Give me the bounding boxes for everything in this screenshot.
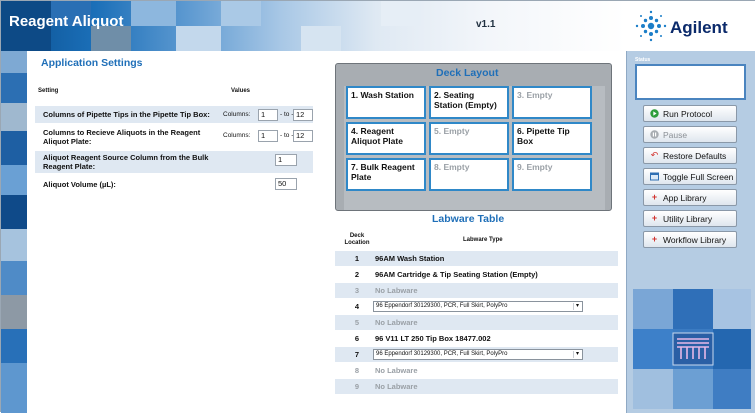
table-row [335, 331, 618, 346]
header-tile [381, 1, 421, 26]
pause-icon [650, 130, 659, 139]
button-label: Utility Library [663, 213, 713, 224]
app-library-button[interactable] [643, 189, 737, 206]
range-separator: - to - [280, 111, 294, 118]
row-labware: 96AM Wash Station [375, 254, 445, 263]
button-label: Toggle Full Screen [663, 171, 734, 182]
columns-prefix: Columns: [223, 132, 251, 139]
setting-row-aliquot-columns [35, 126, 313, 148]
labware-select-4[interactable] [373, 301, 583, 312]
agilent-spark-icon [633, 8, 669, 44]
row-location: 2 [354, 270, 360, 279]
deck-location-header: Deck Location [344, 233, 370, 246]
pipette-head-icon [671, 331, 715, 367]
deck-slot-3[interactable]: 3. Empty [512, 86, 592, 119]
row-labware: No Labware [375, 286, 418, 295]
range-separator: - to - [280, 132, 294, 139]
header-tile [176, 26, 221, 51]
setting-label: Columns to Recieve Aliquots in the Reagent Aliquot Plate: [43, 128, 201, 146]
left-decor-strip [1, 51, 27, 413]
fullscreen-icon [650, 172, 659, 181]
button-label: App Library [663, 192, 707, 203]
button-label: Run Protocol [663, 108, 713, 119]
control-panel [626, 51, 755, 413]
row-labware: No Labware [375, 382, 418, 391]
dropdown-arrow-icon[interactable]: ▾ [573, 351, 581, 358]
deck-slot-6[interactable]: 6. Pipette Tip Box [512, 122, 592, 155]
tip-columns-to-input[interactable]: 12 [293, 109, 313, 121]
logo-text: Agilent [670, 18, 728, 37]
setting-label: Columns of Pipette Tips in the Pipette Tip Box: [43, 110, 210, 119]
header-tile [221, 1, 261, 26]
button-label: Restore Defaults [663, 150, 727, 161]
status-display [635, 64, 746, 100]
row-labware: No Labware [375, 318, 418, 327]
deck-slot-5[interactable]: 5. Empty [429, 122, 509, 155]
deck-plate [344, 86, 605, 210]
title-bar [1, 1, 626, 51]
row-location: 5 [354, 318, 360, 327]
setting-row-aliquot-volume [35, 177, 313, 193]
setting-row-tip-columns [35, 106, 313, 123]
button-label: Workflow Library [663, 234, 727, 245]
deck-slot-9[interactable]: 9. Empty [512, 158, 592, 191]
values-column-header: Values [231, 88, 251, 94]
table-row [335, 347, 618, 362]
utility-library-button[interactable] [643, 210, 737, 227]
deck-slot-7[interactable]: 7. Bulk Reagent Plate [346, 158, 426, 191]
table-row [335, 363, 618, 378]
deck-slot-8[interactable]: 8. Empty [429, 158, 509, 191]
labware-select-7[interactable] [373, 349, 583, 360]
labware-type-header: Labware Type [463, 237, 503, 243]
row-location: 3 [354, 286, 360, 295]
deck-layout [335, 63, 612, 211]
source-column-input[interactable]: 1 [275, 154, 297, 166]
tip-columns-from-input[interactable]: 1 [258, 109, 278, 121]
setting-label: Aliquot Volume (µL): [43, 180, 116, 189]
row-labware: No Labware [375, 366, 418, 375]
table-row [335, 299, 618, 314]
table-row [335, 283, 618, 298]
row-location: 6 [354, 334, 360, 343]
run-protocol-button[interactable] [643, 105, 737, 122]
row-location: 7 [354, 350, 360, 359]
row-location: 8 [354, 366, 360, 375]
table-row [335, 315, 618, 330]
workflow-library-button[interactable] [643, 231, 737, 248]
table-row [335, 267, 618, 282]
application-settings-heading: Application Settings [41, 57, 143, 69]
button-label: Pause [663, 129, 688, 140]
deck-slot-1[interactable]: 1. Wash Station [346, 86, 426, 119]
deck-slot-2[interactable]: 2. Seating Station (Empty) [429, 86, 509, 119]
table-row [335, 251, 618, 266]
plus-icon: + [651, 213, 658, 223]
status-label: Status [635, 57, 651, 63]
row-location: 9 [354, 382, 360, 391]
labware-table-heading: Labware Table [432, 213, 505, 225]
table-row [335, 379, 618, 394]
setting-row-source-column [35, 151, 313, 173]
restore-defaults-button[interactable] [643, 147, 737, 164]
deck-layout-heading: Deck Layout [436, 67, 499, 79]
row-labware: 96AM Cartridge & Tip Seating Station (Empty) [375, 270, 538, 279]
pause-button[interactable] [643, 126, 737, 143]
plus-icon: + [651, 234, 658, 244]
header-tile [131, 1, 176, 26]
agilent-logo [627, 1, 755, 51]
aliquot-columns-from-input[interactable]: 1 [258, 130, 278, 142]
aliquot-volume-input[interactable]: 50 [275, 178, 297, 190]
app-logo-mosaic [633, 289, 751, 409]
header-tile [301, 26, 341, 51]
columns-prefix: Columns: [223, 111, 251, 118]
select-value: 96 Eppendorf 30129300, PCR, Full Skirt, PolyPro [376, 351, 508, 357]
version-label: v1.1 [476, 19, 496, 30]
select-value: 96 Eppendorf 30129300, PCR, Full Skirt, PolyPro [376, 303, 508, 309]
dropdown-arrow-icon[interactable]: ▾ [573, 303, 581, 310]
play-icon [650, 109, 659, 118]
restore-icon: ↶ [650, 150, 659, 160]
row-labware: 96 V11 LT 250 Tip Box 18477.002 [375, 334, 491, 343]
aliquot-columns-to-input[interactable]: 12 [293, 130, 313, 142]
deck-slot-4[interactable]: 4. Reagent Aliquot Plate [346, 122, 426, 155]
row-location: 1 [354, 254, 360, 263]
app-title: Reagent Aliquot [9, 13, 124, 30]
plus-icon: + [651, 192, 658, 202]
setting-column-header: Setting [38, 88, 59, 94]
setting-label: Aliquot Reagent Source Column from the Bulk Reagent Plate: [43, 153, 209, 171]
row-location: 4 [354, 302, 360, 311]
main-content [27, 51, 626, 413]
toggle-full-screen-button[interactable] [643, 168, 737, 185]
